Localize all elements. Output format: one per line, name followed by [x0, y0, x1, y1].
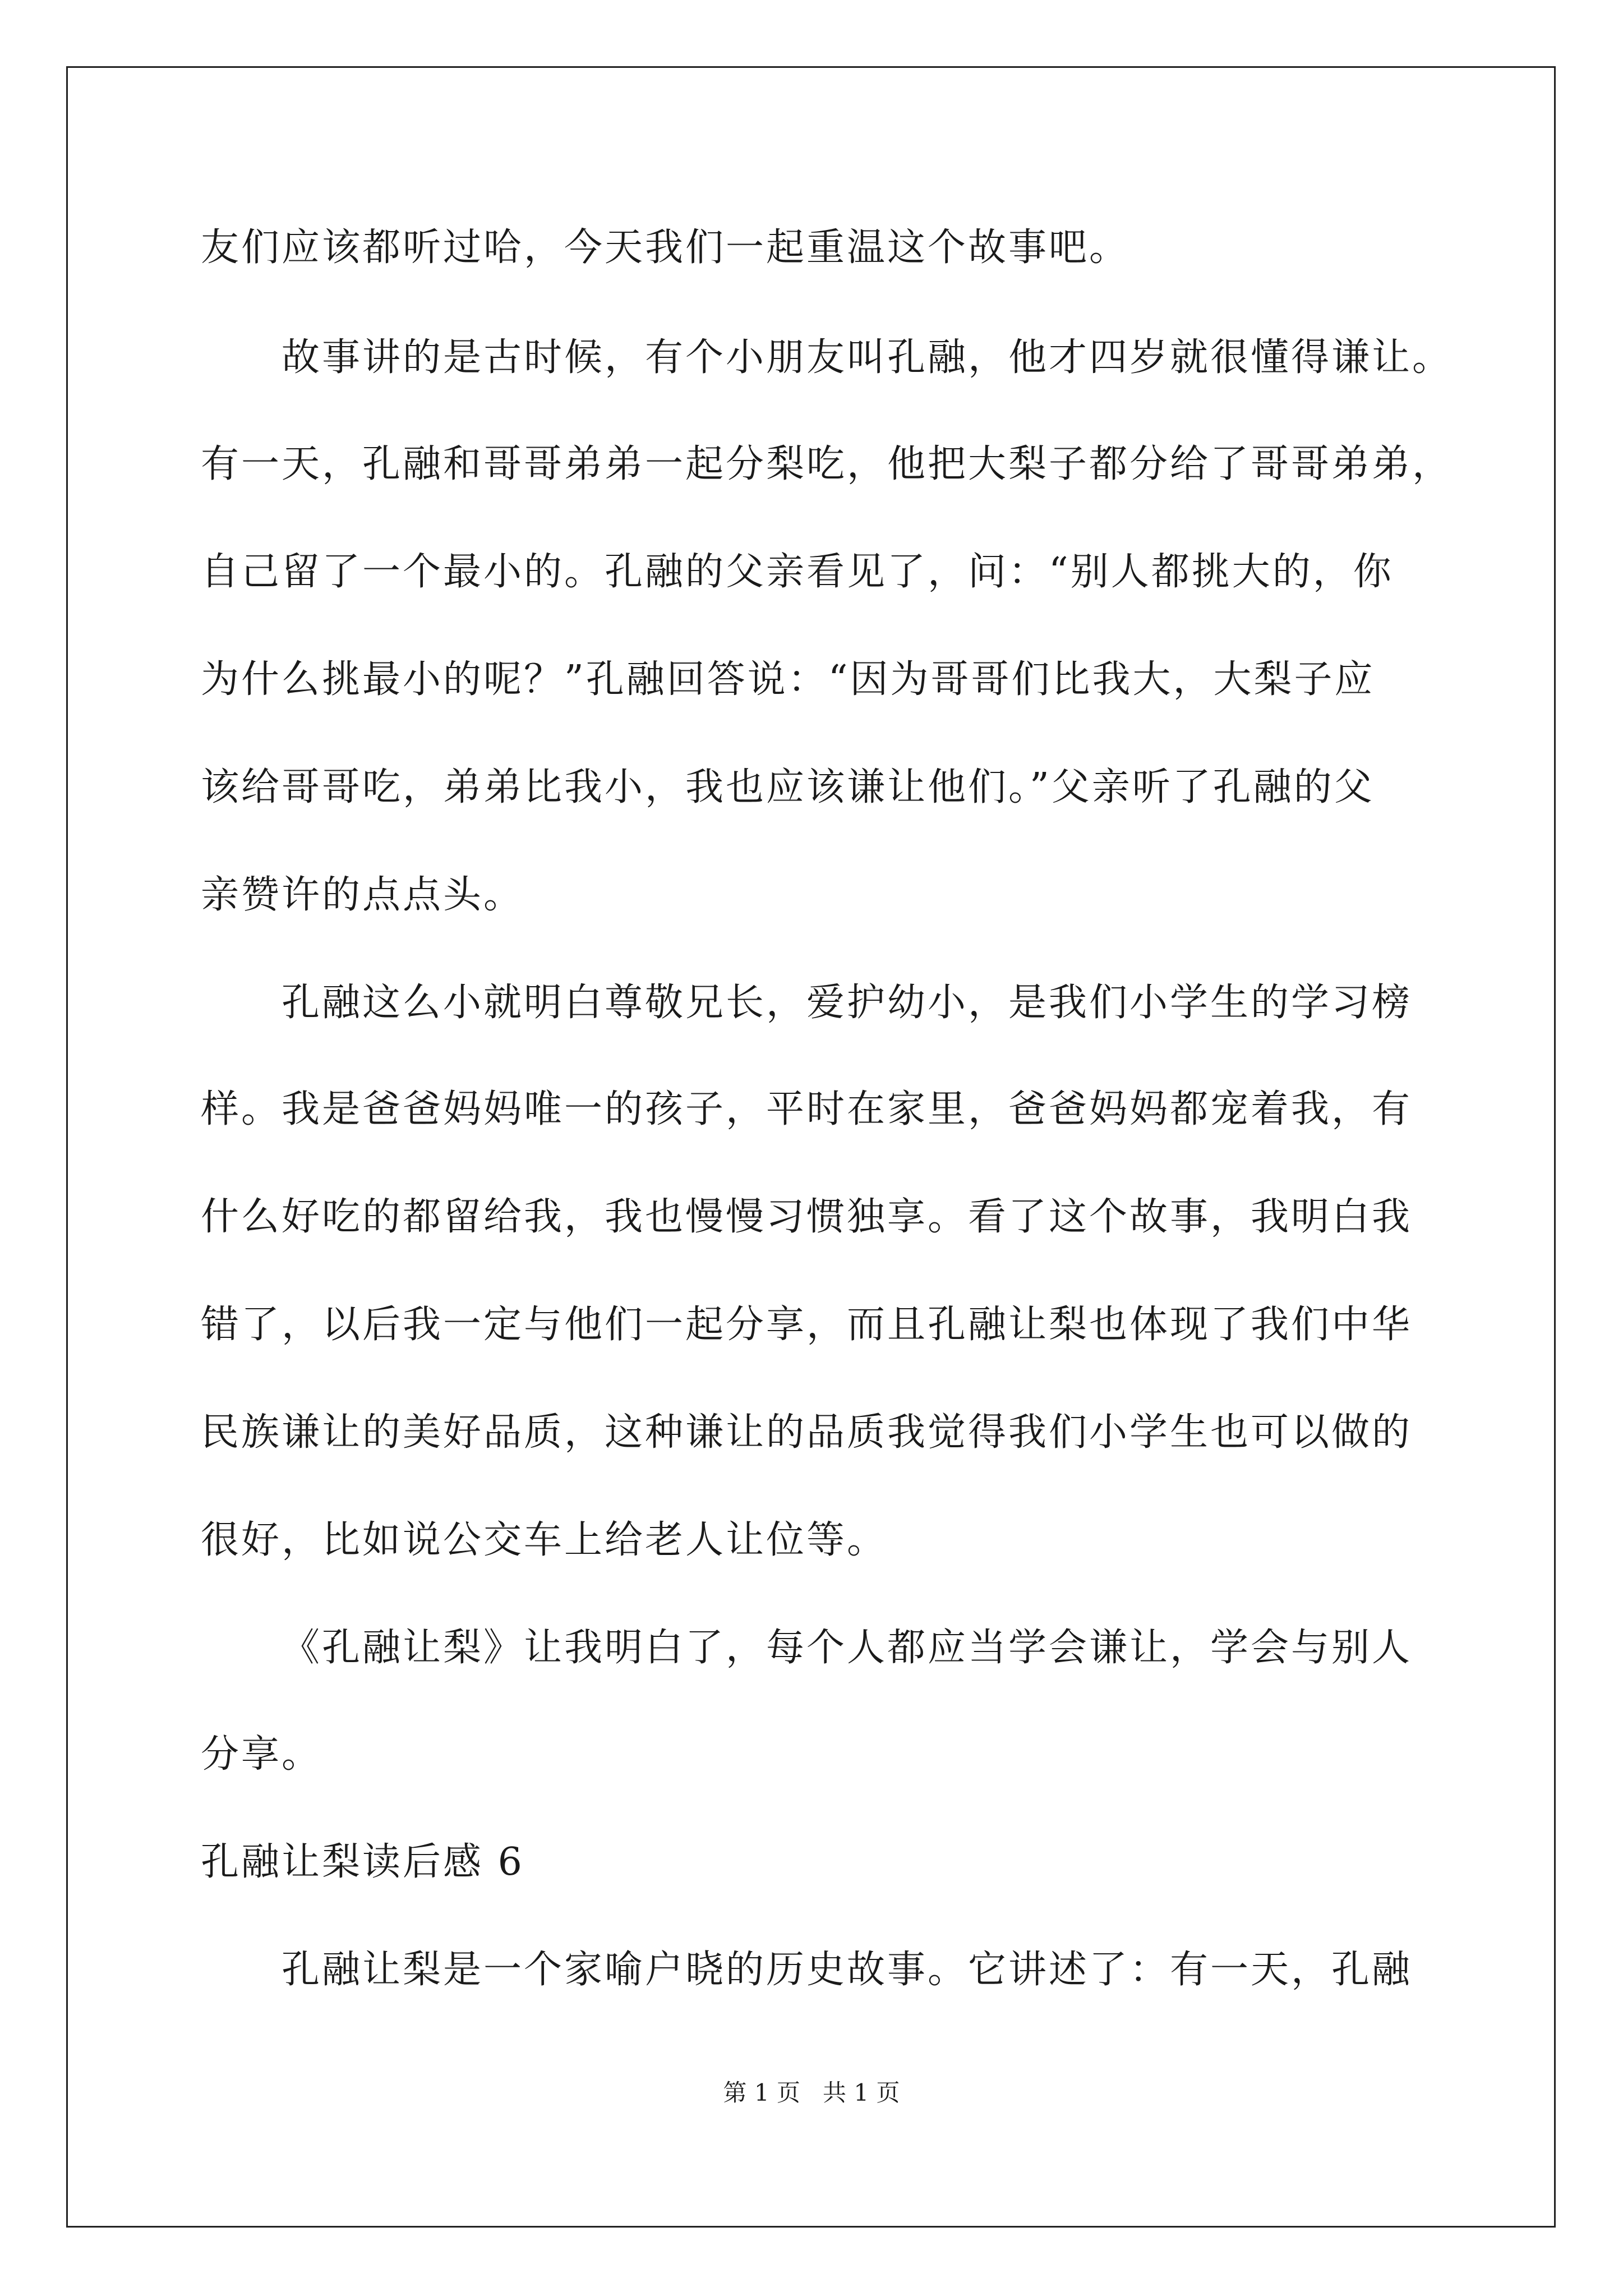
body-text-line: 样。我是爸爸妈妈唯一的孩子，平时在家里，爸爸妈妈都宠着我，有 [201, 1087, 1413, 1131]
body-text-line: 分享。 [201, 1732, 322, 1777]
body-text-line: 什么好吃的都留给我，我也慢慢习惯独享。看了这个故事，我明白我 [201, 1195, 1413, 1239]
paragraph-first-line: 《孔融让梨》让我明白了，每个人都应当学会谦让，学会与别人 [282, 1626, 1413, 1670]
paragraph-first-line: 孔融让梨是一个家喻户晓的历史故事。它讲述了：有一天，孔融 [282, 1948, 1413, 1992]
body-text-line: 该给哥哥吃，弟弟比我小，我也应该谦让他们。”父亲听了孔融的父 [201, 765, 1375, 809]
body-text-line: 友们应该都听过哈，今天我们一起重温这个故事吧。 [201, 226, 1130, 270]
body-text-line: 很好，比如说公交车上给老人让位等。 [201, 1518, 888, 1562]
page-footer: 第 1 页 共 1 页 [723, 2079, 900, 2106]
page-border [66, 66, 1556, 2228]
body-text-line: 亲赞许的点点头。 [201, 873, 524, 917]
body-text-line: 错了，以后我一定与他们一起分享，而且孔融让梨也体现了我们中华 [201, 1303, 1413, 1347]
body-text-line: 民族谦让的美好品质，这种谦让的品质我觉得我们小学生也可以做的 [201, 1410, 1413, 1455]
paragraph-first-line: 故事讲的是古时候，有个小朋友叫孔融，他才四岁就很懂得谦让。 [282, 335, 1453, 380]
body-text-line: 为什么挑最小的呢？”孔融回答说：“因为哥哥们比我大，大梨子应 [201, 657, 1375, 702]
paragraph-first-line: 孔融这么小就明白尊敬兄长，爱护幼小，是我们小学生的学习榜 [282, 981, 1413, 1025]
body-text-line: 自己留了一个最小的。孔融的父亲看见了，问：“别人都挑大的，你 [201, 550, 1394, 594]
body-text-line: 有一天，孔融和哥哥弟弟一起分梨吃，他把大梨子都分给了哥哥弟弟， [201, 442, 1453, 486]
section-heading: 孔融让梨读后感 6 [201, 1840, 524, 1884]
